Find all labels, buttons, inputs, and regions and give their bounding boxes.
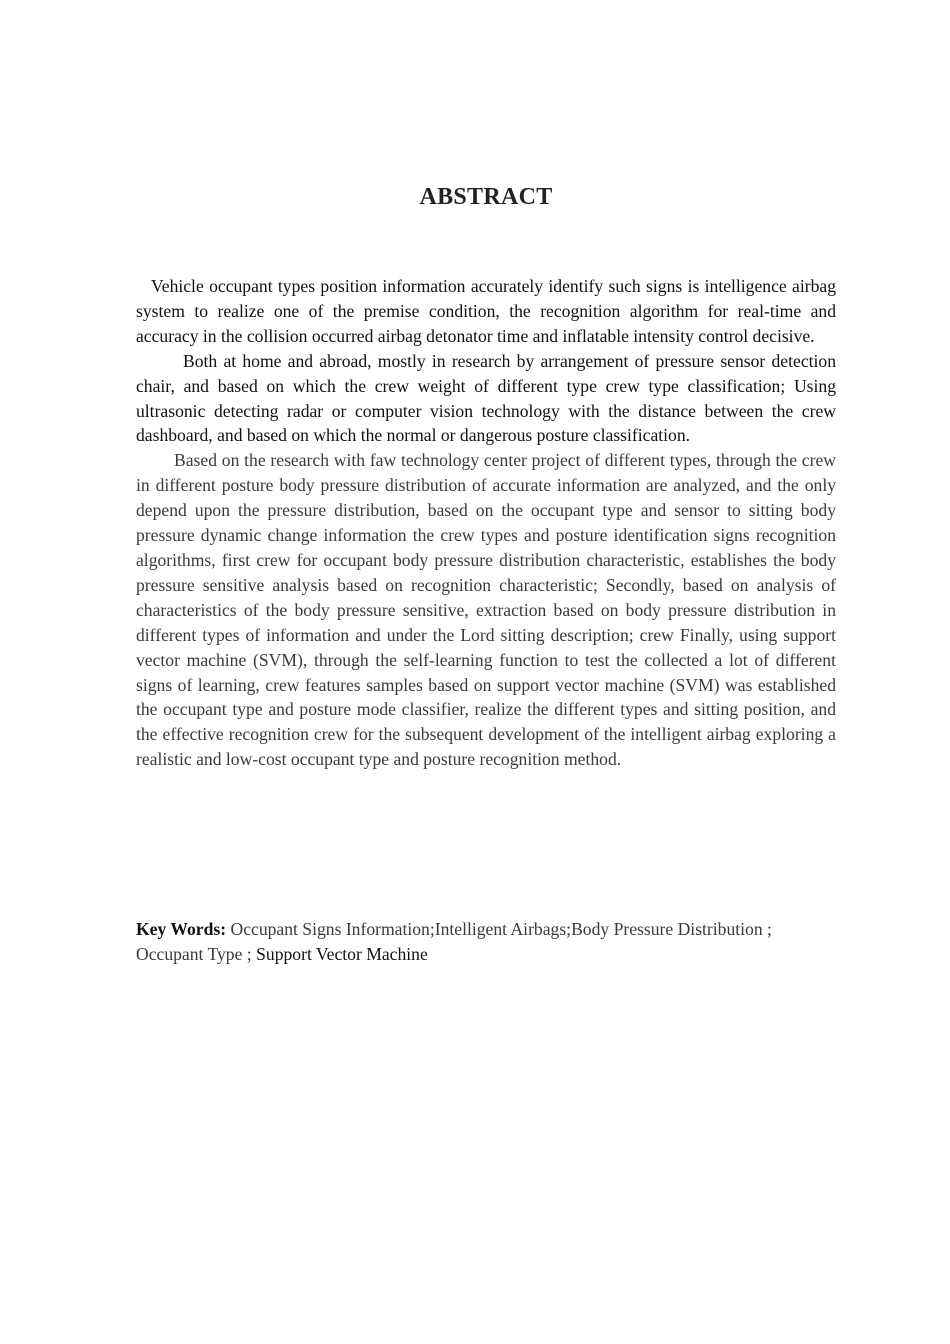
abstract-paragraph-2: Both at home and abroad, mostly in research by arrangement of pressure sensor detection chair, and based on which the crew weight of different type crew type classification; Using ultrasonic detecting radar or computer vision technology with the distance between the crew dashboard, and based on which the normal or dangerous posture classification. [136, 350, 836, 446]
keywords-label: Key Words: [136, 919, 227, 939]
abstract-body [136, 274, 836, 772]
abstract-paragraph-3: Based on the research with faw technology center project of different types, through the crew in different posture body pressure distribution of accurate information are analyzed, and the only depend upon the pressure distribution, based on the occupant type and sensor to sitting body pressure dynamic change information the crew types and posture identification signs recognition algorithms, first crew for occupant body pressure distribution characteristic, establishes the body pressure sensitive analysis based on recognition characteristic; Secondly, based on analysis of characteristics of the body pressure sensitive, extraction based on body pressure distribution in different types of information and under the Lord sitting description; crew Finally, using support vector machine (SVM), through the self-learning function to test the collected a lot of different signs of learning, crew features samples based on support vector machine (SVM) was established the occupant type and posture mode classifier, realize the different types and sitting position, and the effective recognition crew for the subsequent development of the intelligent airbag exploring a realistic and low-cost occupant type and posture recognition method. [136, 450, 836, 770]
keywords-list: Occupant Signs Information;Intelligent Airbags;Body Pressure Distribution ; Occupant Type ; [136, 919, 772, 964]
abstract-title: ABSTRACT [419, 184, 553, 210]
keywords-last: Support Vector Machine [256, 944, 428, 964]
abstract-paragraph-1: Vehicle occupant types position information accurately identify such signs is intelligence airbag system to realize one of the premise condition, the recognition algorithm for real-time and accuracy in the collision occurred airbag detonator time and inflatable intensity control decisive. [136, 276, 836, 346]
keywords-line [136, 917, 836, 967]
